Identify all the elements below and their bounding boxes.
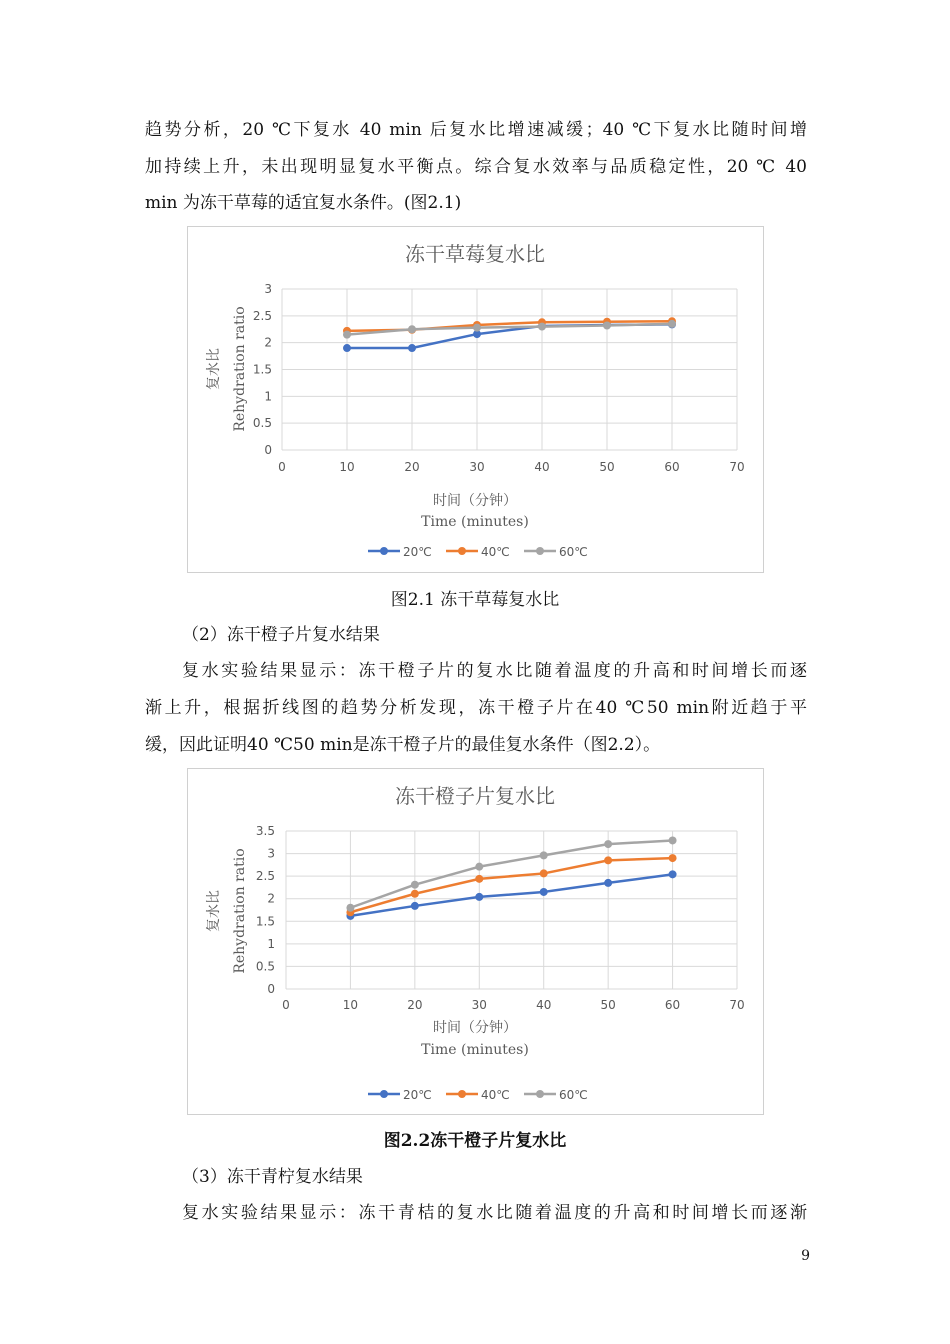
chart-strawberry-svg (188, 227, 763, 572)
data-point (540, 869, 548, 877)
chart-strawberry (187, 226, 764, 573)
y-tick-label: 2.5 (252, 308, 272, 323)
chart-title: 冻干橙子片复水比 (395, 784, 555, 808)
legend-marker (458, 547, 466, 555)
legend-label: 60℃ (559, 545, 588, 559)
paragraph2-line-1: 复水实验结果显示：冻干橙子片的复水比随着温度的升高和时间增长而逐 (182, 661, 807, 681)
legend-label: 40℃ (481, 545, 510, 559)
x-tick-label: 50 (599, 460, 615, 474)
chart-orange-svg (188, 769, 763, 1114)
data-point (343, 344, 351, 352)
x-tick-label: 20 (407, 998, 423, 1012)
y-axis-label: 复水比 (206, 890, 222, 932)
x-tick-label: 20 (404, 460, 420, 474)
data-point (668, 320, 676, 328)
data-point (538, 323, 546, 331)
data-point (408, 344, 416, 352)
chart-orange (187, 768, 764, 1115)
x-tick-label: 0 (278, 460, 286, 474)
data-point (411, 902, 419, 910)
legend-marker (458, 1090, 466, 1098)
data-point (475, 893, 483, 901)
paragraph1-line-1: 趋势分析，20 ℃下复水 40 min 后复水比增速减缓；40 ℃下复水比随时间增 (145, 120, 807, 140)
figure1-caption: 图2.1 冻干草莓复水比 (390, 590, 560, 610)
data-point (669, 870, 677, 878)
legend-label: 20℃ (403, 545, 432, 559)
y-tick-label: 1.5 (252, 362, 272, 377)
data-point (669, 854, 677, 862)
x-tick-label: 10 (342, 998, 359, 1012)
y-tick-label: 0.5 (255, 959, 275, 974)
series-line-0 (350, 874, 672, 916)
x-tick-label: 0 (282, 998, 290, 1012)
legend-marker (380, 547, 388, 555)
data-point (411, 890, 419, 898)
y-axis-label-en: Rehydration ratio (232, 306, 248, 432)
data-point (540, 888, 548, 896)
data-point (411, 881, 419, 889)
y-tick-label: 2.5 (255, 869, 275, 884)
section2-heading: （2）冻干橙子片复水结果 (182, 625, 380, 645)
data-point (604, 879, 612, 887)
x-tick-label: 40 (534, 460, 550, 474)
paragraph1-line-2: 加持续上升，未出现明显复水平衡点。综合复水效率与品质稳定性，20 ℃ 40 (145, 157, 807, 177)
y-axis-label-en: Rehydration ratio (232, 848, 248, 974)
x-tick-label: 70 (729, 460, 745, 474)
y-tick-label: 1 (267, 936, 275, 951)
data-point (540, 851, 548, 859)
data-point (343, 331, 351, 339)
y-tick-label: 0.5 (252, 416, 272, 431)
data-point (604, 840, 612, 848)
legend-label: 40℃ (481, 1088, 510, 1102)
series-line-1 (350, 858, 672, 912)
x-axis-label: 时间（分钟） (433, 493, 517, 509)
paragraph3-line-1: 复水实验结果显示：冻干青桔的复水比随着温度的升高和时间增长而逐渐 (182, 1203, 807, 1223)
x-axis-label: 时间（分钟） (433, 1020, 517, 1036)
y-tick-label: 1.5 (255, 914, 275, 929)
legend-marker (536, 547, 544, 555)
y-tick-label: 3 (264, 282, 272, 296)
y-tick-label: 2 (267, 891, 275, 906)
x-tick-label: 10 (339, 460, 355, 474)
data-point (473, 324, 481, 332)
data-point (603, 321, 611, 329)
paragraph1-line-3: min 为冻干草莓的适宜复水条件。(图2.1) (145, 193, 462, 213)
chart-title: 冻干草莓复水比 (405, 242, 545, 266)
data-point (475, 863, 483, 871)
figure2-caption: 图2.2冻干橙子片复水比 (383, 1131, 567, 1151)
legend-label: 60℃ (559, 1088, 588, 1102)
x-tick-label: 30 (471, 998, 487, 1012)
legend-label: 20℃ (403, 1088, 432, 1102)
x-tick-label: 40 (536, 998, 552, 1012)
y-tick-label: 3.5 (255, 824, 275, 838)
section3-heading: （3）冻干青柠复水结果 (182, 1167, 363, 1187)
x-tick-label: 70 (729, 998, 745, 1012)
paragraph2-line-2: 渐上升，根据折线图的趋势分析发现，冻干橙子片在40 ℃50 min附近趋于平 (145, 698, 807, 718)
legend-marker (380, 1090, 388, 1098)
y-tick-label: 2 (264, 335, 272, 350)
x-tick-label: 30 (469, 460, 485, 474)
x-tick-label: 60 (664, 998, 681, 1012)
data-point (346, 904, 354, 912)
data-point (669, 836, 677, 844)
y-axis-label: 复水比 (206, 348, 222, 390)
x-axis-label-en: Time (minutes) (421, 1042, 529, 1058)
y-tick-label: 1 (264, 389, 272, 404)
y-tick-label: 0 (264, 443, 272, 457)
y-tick-label: 3 (267, 846, 275, 861)
y-tick-label: 0 (267, 982, 275, 996)
legend-marker (536, 1090, 544, 1098)
data-point (475, 875, 483, 883)
x-axis-label-en: Time (minutes) (421, 514, 529, 530)
x-tick-label: 50 (600, 998, 616, 1012)
paragraph2-line-3: 缓，因此证明40 ℃50 min是冻干橙子片的最佳复水条件（图2.2）。 (145, 735, 661, 755)
data-point (408, 325, 416, 333)
page-number: 9 (801, 1248, 810, 1264)
data-point (604, 856, 612, 864)
x-tick-label: 60 (664, 460, 680, 474)
